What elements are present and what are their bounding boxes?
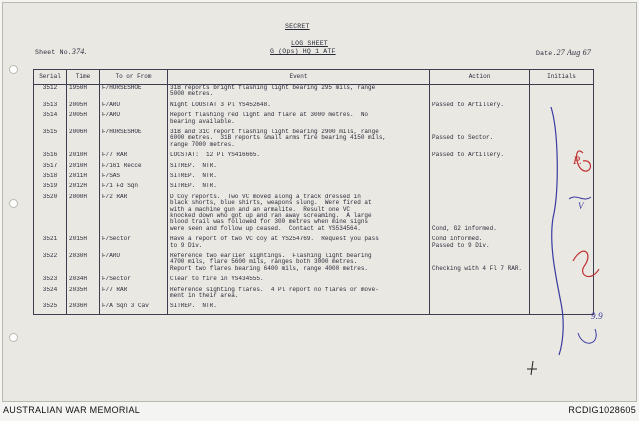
time-cell: 2000H xyxy=(67,194,100,236)
column-header-action: Action xyxy=(430,70,530,85)
column-header-to-or-from: To or From xyxy=(100,70,168,85)
time-cell: 2034H xyxy=(67,276,100,286)
footer-reference-id: RCDIG1028605 xyxy=(568,405,636,415)
to-or-from-cell: F/HORSESHOE xyxy=(100,85,168,102)
serial-cell: 3524 xyxy=(34,287,67,304)
date-value: 27 Aug 67 xyxy=(556,48,592,57)
serial-cell: 3522 xyxy=(34,253,67,276)
action-cell: Passed to Artillery. xyxy=(430,102,530,112)
time-cell: 2010H xyxy=(67,152,100,162)
time-cell: 2005H xyxy=(67,102,100,112)
event-cell: Night LOOSTAT 3 Pl YS452648. xyxy=(168,102,430,112)
event-cell: D Coy reports. Two VC moved along a track dressed in black shorts, blue shirts, weapons slung. Were fired at with a machine gun and an armalite. Result one VC knocked down who got up and ran away screaming. A large blood trail was followed for 300 metres when mine signs were seen and follow up ceased. Contact at YS534564. xyxy=(168,194,430,236)
time-cell: 2035H xyxy=(67,287,100,304)
serial-cell: 3518 xyxy=(34,173,67,183)
sheet-number: 374. xyxy=(71,47,87,56)
time-cell: 2036H xyxy=(67,303,100,314)
serial-cell: 3519 xyxy=(34,183,67,193)
time-cell: 2010H xyxy=(67,163,100,173)
event-cell: Have a report of two VC coy at YS254769. Request you pass to 9 Div. xyxy=(168,236,430,253)
serial-cell: 3513 xyxy=(34,102,67,112)
time-cell: 2011H xyxy=(67,173,100,183)
sheet-label: Sheet No. xyxy=(35,49,72,56)
time-cell: 2006H xyxy=(67,129,100,152)
serial-cell: 3523 xyxy=(34,276,67,286)
initials-mark-99: 9.9 xyxy=(591,311,603,321)
action-cell: Checking with 4 Fl 7 RAR. xyxy=(430,253,530,276)
to-or-from-cell: F/A Sqn 3 Cav xyxy=(100,303,168,314)
to-or-from-cell: F/HORSESHOE xyxy=(100,129,168,152)
serial-cell: 3512 xyxy=(34,85,67,102)
document-title: LOG SHEET xyxy=(291,40,328,47)
column-header-initials: Initials xyxy=(530,70,594,85)
to-or-from-cell: F/7 RAR xyxy=(100,287,168,304)
footer-archive-name: AUSTRALIAN WAR MEMORIAL xyxy=(3,405,141,415)
time-cell: 2012H xyxy=(67,183,100,193)
action-cell: Cond informed. Passed to 9 Div. xyxy=(430,236,530,253)
column-header-serial: Serial xyxy=(34,70,67,85)
event-cell: SITREP. NTR. xyxy=(168,163,430,173)
to-or-from-cell: F/ARU xyxy=(100,253,168,276)
bottom-signature-mark xyxy=(527,361,537,375)
log-sheet-paper xyxy=(2,2,637,402)
time-cell: 2005H xyxy=(67,112,100,129)
handwritten-marks xyxy=(3,3,638,403)
date-label: Date. xyxy=(536,50,557,57)
event-cell: 31B and 31C report flashing light bearing 2900 mils, range 6000 metres. 31B reports small arms fire bearing 4150 mils, range 7000 metres. xyxy=(168,129,430,152)
action-cell: Cond, G2 informed. xyxy=(430,194,530,236)
initials-scribble-mark xyxy=(573,251,599,276)
event-cell: LOCSTAT: 12 Pl YS416665. xyxy=(168,152,430,162)
time-cell: 1950H xyxy=(67,85,100,102)
event-cell: Reference two earlier sightings. Flashing light bearing 4700 mils, flare 5600 mils, ranges both 3000 metres. Report two flares bearing 6400 mils, range 4000 metres. xyxy=(168,253,430,276)
event-cell: SITREP. NTR. xyxy=(168,303,430,314)
column-header-event: Event xyxy=(168,70,430,85)
serial-cell: 3520 xyxy=(34,194,67,236)
to-or-from-cell: F/ARU xyxy=(100,112,168,129)
initials-mark-p: P. xyxy=(573,153,583,167)
action-cell: Passed to Artillery. xyxy=(430,152,530,162)
bottom-curl-mark xyxy=(578,329,596,343)
serial-cell: 3517 xyxy=(34,163,67,173)
serial-cell: 3521 xyxy=(34,236,67,253)
action-cell: Passed to Sector. xyxy=(430,129,530,152)
document-subtitle: G (Ops) HQ 1 ATF xyxy=(270,48,336,55)
event-cell: SITREP. NTR. xyxy=(168,183,430,193)
initials-squiggle-mark xyxy=(569,197,591,199)
time-cell: 2030H xyxy=(67,253,100,276)
to-or-from-cell: F/Sector xyxy=(100,276,168,286)
event-cell: Report flashing red light and flare at 3000 metres. No bearing available. xyxy=(168,112,430,129)
event-cell: SITREP. NTR. xyxy=(168,173,430,183)
serial-cell: 3514 xyxy=(34,112,67,129)
to-or-from-cell: F/7 RAR xyxy=(100,152,168,162)
time-cell: 2015H xyxy=(67,236,100,253)
serial-cell: 3515 xyxy=(34,129,67,152)
to-or-from-cell: F/ARU xyxy=(100,102,168,112)
column-header-time: Time xyxy=(67,70,100,85)
event-cell: Clear to fire in YS434555. xyxy=(168,276,430,286)
serial-cell: 3525 xyxy=(34,303,67,314)
to-or-from-cell: F/SAS xyxy=(100,173,168,183)
initials-mark-v: V xyxy=(578,201,584,211)
to-or-from-cell: F/2 RAR xyxy=(100,194,168,236)
initials-bracket-mark xyxy=(551,107,563,355)
to-or-from-cell: F/1 Fd Sqn xyxy=(100,183,168,193)
event-cell: 31B reports bright flashing light bearing 295 mils, range 5000 metres. xyxy=(168,85,430,102)
to-or-from-cell: F/Sector xyxy=(100,236,168,253)
security-classification: SECRET xyxy=(285,23,310,30)
event-cell: Reference sighting flares. 4 Pl report no flares or move- ment in their area. xyxy=(168,287,430,304)
serial-cell: 3516 xyxy=(34,152,67,162)
to-or-from-cell: F/161 Recce xyxy=(100,163,168,173)
